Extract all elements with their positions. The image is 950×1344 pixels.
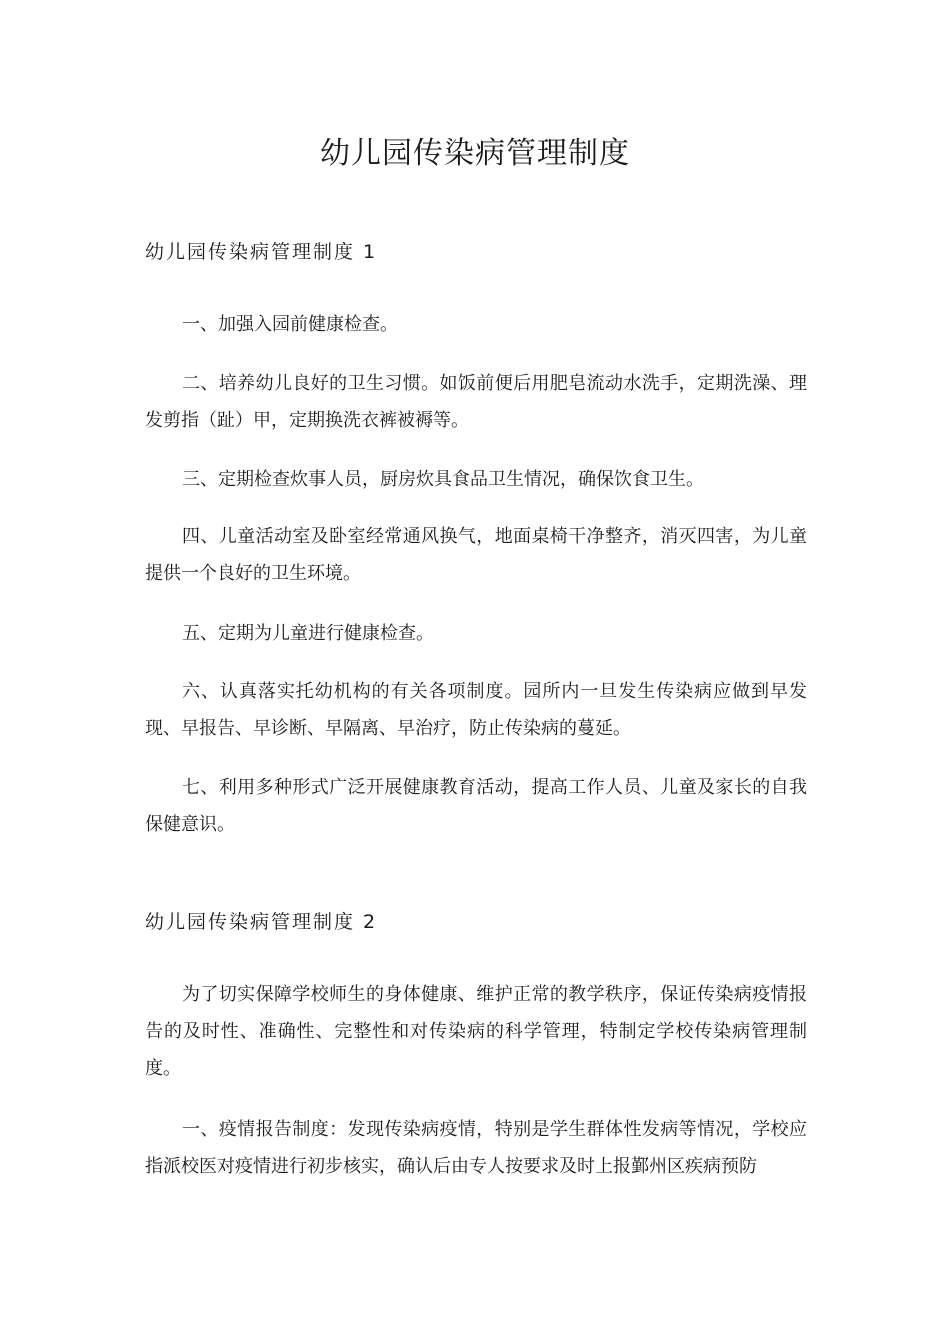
paragraph: 一、加强入园前健康检查。 [182,314,398,335]
paragraph: 五、定期为儿童进行健康检查。 [182,623,434,644]
paragraph: 四、儿童活动室及卧室经常通风换气，地面桌椅干净整齐，消灭四害，为儿童提供一个良好的卫生环境。 [145,526,807,584]
paragraph: 为了切实保障学校师生的身体健康、维护正常的教学秩序，保证传染病疫情报告的及时性、准确性、完整性和对传染病的科学管理，特制定学校传染病管理制度。 [145,984,807,1079]
paragraph: 一、疫情报告制度：发现传染病疫情，特别是学生群体性发病等情况，学校应指派校医对疫情进行初步核实，确认后由专人按要求及时上报鄞州区疾病预防 [145,1119,807,1177]
paragraph: 二、培养幼儿良好的卫生习惯。如饭前便后用肥皂流动水洗手，定期洗澡、理发剪指（趾）甲，定期换洗衣裤被褥等。 [145,373,807,431]
paragraph: 三、定期检查炊事人员，厨房炊具食品卫生情况，确保饮食卫生。 [182,469,704,490]
paragraph: 七、利用多种形式广泛开展健康教育活动，提高工作人员、儿童及家长的自我保健意识。 [145,777,807,835]
paragraph: 六、认真落实托幼机构的有关各项制度。园所内一旦发生传染病应做到早发现、早报告、早诊断、早隔离、早治疗，防止传染病的蔓延。 [145,681,807,739]
section-heading-1: 幼儿园传染病管理制度 1 [145,241,378,263]
document-title: 幼儿园传染病管理制度 [320,136,630,171]
section-heading-2: 幼儿园传染病管理制度 2 [145,911,378,933]
